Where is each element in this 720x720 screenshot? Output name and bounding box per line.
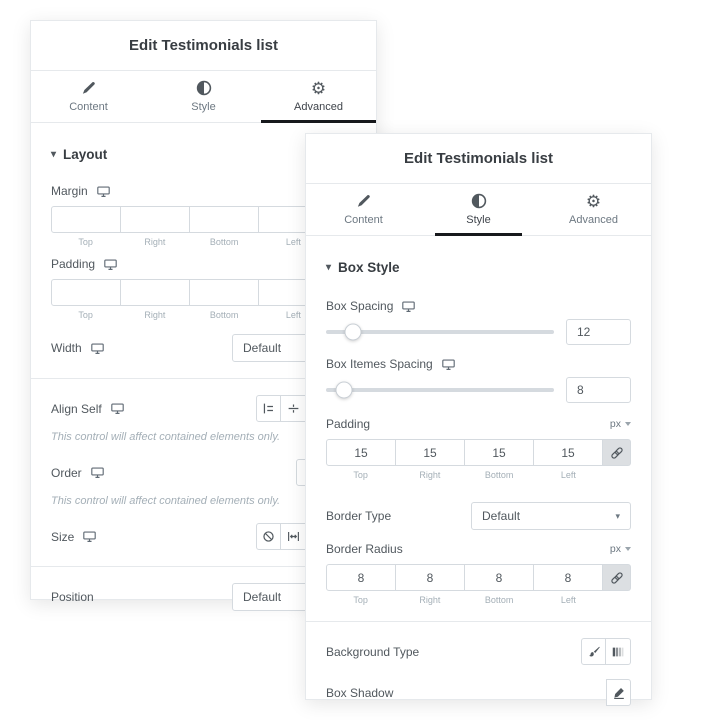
padding-top-input[interactable] (51, 279, 121, 306)
padding-top-input[interactable] (326, 439, 396, 466)
dim-label-top: Top (78, 237, 93, 247)
tab-bar (31, 71, 376, 123)
box-items-spacing-label: Box Itemes Spacing (326, 357, 433, 371)
dim-label-top: Top (78, 310, 93, 320)
border-radius-unit-select[interactable] (610, 543, 631, 555)
dim-label-bottom: Bottom (484, 470, 514, 480)
dim-label-left: Left (560, 470, 576, 480)
dim-label-right: Right (419, 595, 441, 605)
brush-icon[interactable] (581, 638, 606, 665)
tab-advanced[interactable] (261, 71, 376, 122)
grow-icon[interactable] (281, 523, 306, 550)
margin-label: Margin (51, 184, 88, 198)
responsive-monitor-icon[interactable] (402, 300, 415, 313)
box-spacing-input[interactable] (566, 319, 631, 345)
box-spacing-control (326, 319, 631, 345)
tab-style[interactable] (421, 184, 536, 235)
align-center-icon[interactable] (281, 395, 306, 422)
order-label: Order (51, 465, 82, 480)
responsive-monitor-icon[interactable] (91, 342, 104, 355)
tab-content-label: Content (344, 214, 383, 226)
border-radius-right-input[interactable] (396, 564, 465, 591)
panel-title: Edit Testimonials list (404, 150, 553, 167)
box-spacing-slider[interactable] (326, 330, 554, 334)
padding-bottom-input[interactable] (465, 439, 534, 466)
box-items-spacing-label-row (326, 357, 631, 371)
tab-content[interactable] (31, 71, 146, 122)
dim-label-left: Left (285, 237, 301, 247)
border-type-label: Border Type (326, 509, 392, 523)
padding-unit-select[interactable] (610, 418, 631, 430)
box-items-spacing-control (326, 377, 631, 403)
padding-bottom-input[interactable] (190, 279, 259, 306)
padding-unit-value: px (609, 418, 621, 430)
background-type-label: Background Type (326, 644, 420, 659)
padding-left-input[interactable] (534, 439, 603, 466)
box-spacing-label-row (326, 299, 631, 313)
dim-label-right: Right (144, 310, 166, 320)
tab-advanced-label: Advanced (569, 214, 618, 226)
padding-right-input[interactable] (396, 439, 465, 466)
contrast-icon (471, 193, 487, 209)
tab-style[interactable] (146, 71, 261, 122)
border-radius-dim-labels (326, 595, 631, 605)
dim-label-top: Top (353, 470, 368, 480)
gear-icon: ⚙ (310, 78, 327, 98)
dim-label-top: Top (353, 595, 368, 605)
responsive-monitor-icon[interactable] (104, 258, 117, 271)
border-type-row (326, 502, 631, 530)
gradient-icon[interactable] (606, 638, 631, 665)
padding-label: Padding (51, 257, 96, 271)
tab-style-label: Style (466, 214, 491, 226)
border-radius-dimensions (326, 564, 631, 591)
tab-content-label: Content (69, 101, 108, 113)
dim-label-bottom: Bottom (209, 237, 239, 247)
border-type-select[interactable] (471, 502, 631, 530)
divider (306, 621, 651, 622)
section-box-style[interactable] (326, 260, 631, 275)
caret-down-icon: ▾ (51, 149, 57, 160)
responsive-monitor-icon[interactable] (83, 530, 96, 543)
tab-advanced-label: Advanced (294, 101, 343, 113)
border-radius-label-row (326, 542, 631, 556)
edit-pencil-icon[interactable] (606, 679, 631, 706)
order-note: This control will affect contained elements only. (51, 495, 281, 507)
box-shadow-row (326, 679, 631, 706)
padding-label: Padding (326, 417, 371, 431)
gear-icon: ⚙ (585, 191, 602, 211)
align-self-label: Align Self (51, 401, 102, 416)
contrast-icon (196, 80, 212, 96)
pencil-icon (81, 80, 96, 96)
padding-dim-labels (326, 470, 631, 480)
tab-bar (306, 184, 651, 236)
panel-title: Edit Testimonials list (129, 37, 278, 54)
dim-label-right: Right (419, 470, 441, 480)
background-type-choices (581, 638, 631, 665)
size-label: Size (51, 529, 75, 544)
panel-header (31, 21, 376, 71)
padding-label-row (326, 417, 631, 431)
margin-right-input[interactable] (121, 206, 190, 233)
responsive-monitor-icon[interactable] (111, 402, 124, 415)
tab-style-label: Style (191, 101, 216, 113)
dim-label-left: Left (560, 595, 576, 605)
section-layout-title: Layout (63, 147, 108, 162)
panel-body (306, 236, 651, 706)
chevron-down-icon (625, 547, 631, 551)
link-values-icon[interactable] (603, 439, 631, 466)
link-values-icon[interactable] (603, 564, 631, 591)
align-self-note: This control will affect contained elements only. (51, 431, 281, 443)
responsive-monitor-icon[interactable] (91, 466, 104, 479)
panel-style (305, 133, 652, 700)
width-select-value: Default (243, 341, 282, 355)
border-radius-label: Border Radius (326, 542, 403, 556)
padding-dimensions (326, 439, 631, 466)
section-box-style-title: Box Style (338, 260, 400, 275)
chevron-down-icon: ▾ (615, 510, 620, 521)
border-radius-top-input[interactable] (326, 564, 396, 591)
chevron-down-icon (625, 422, 631, 426)
slider-handle[interactable] (336, 382, 353, 399)
align-start-icon[interactable] (256, 395, 281, 422)
box-shadow-choices (606, 679, 631, 706)
slider-handle[interactable] (345, 324, 362, 341)
border-radius-left-input[interactable] (534, 564, 603, 591)
ban-icon[interactable] (256, 523, 281, 550)
margin-top-input[interactable] (51, 206, 121, 233)
border-type-select-value: Default (482, 509, 521, 523)
panel-header (306, 134, 651, 184)
dim-label-right: Right (144, 237, 166, 247)
tab-advanced[interactable] (536, 184, 651, 235)
width-label: Width (51, 341, 82, 355)
box-spacing-label: Box Spacing (326, 299, 394, 313)
position-label: Position (51, 590, 94, 604)
dim-label-left: Left (285, 310, 301, 320)
padding-right-input[interactable] (121, 279, 190, 306)
dim-label-bottom: Bottom (484, 595, 514, 605)
border-radius-bottom-input[interactable] (465, 564, 534, 591)
responsive-monitor-icon[interactable] (97, 185, 110, 198)
caret-down-icon: ▾ (326, 262, 332, 273)
box-shadow-label: Box Shadow (326, 685, 394, 700)
position-select-value: Default (243, 590, 282, 604)
box-items-spacing-slider[interactable] (326, 388, 554, 392)
box-items-spacing-input[interactable] (566, 377, 631, 403)
tab-content[interactable] (306, 184, 421, 235)
margin-bottom-input[interactable] (190, 206, 259, 233)
border-radius-unit-value: px (609, 543, 621, 555)
background-type-row (326, 638, 631, 665)
dim-label-bottom: Bottom (209, 310, 239, 320)
pencil-icon (356, 193, 371, 209)
responsive-monitor-icon[interactable] (442, 358, 455, 371)
